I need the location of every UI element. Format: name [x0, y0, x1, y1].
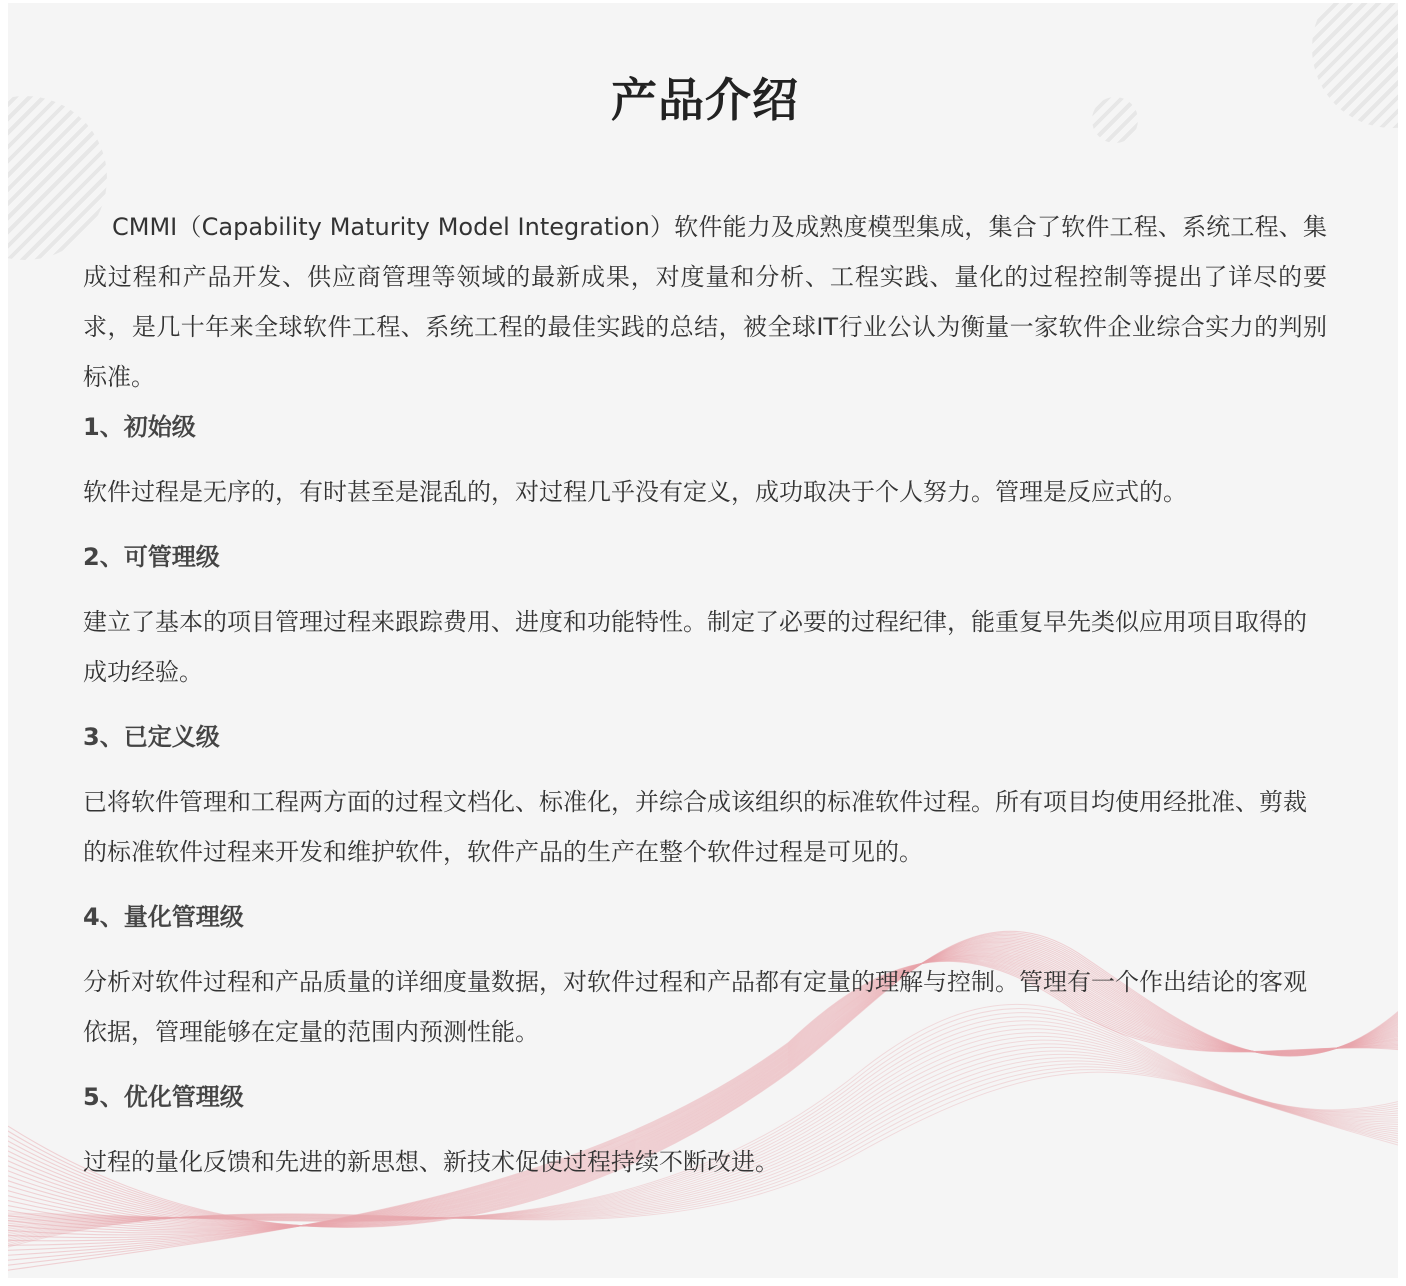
level-3-text: 已将软件管理和工程两方面的过程文档化、标准化，并综合成该组织的标准软件过程。所有项目均使用经批准、剪裁的标准软件过程来开发和维护软件，软件产品的生产在整个软件过程是可见的。: [83, 788, 1307, 866]
level-3-section: [83, 712, 1327, 877]
level-5-section: [83, 1072, 1327, 1187]
level-2-heading: 2、可管理级: [83, 543, 220, 571]
level-3-heading: 3、已定义级: [83, 723, 220, 751]
intro-paragraph: CMMI（Capability Maturity Model Integration）软件能力及成熟度模型集成，集合了软件工程、系统工程、集成过程和产品开发、供应商管理等领域的最新成果，对度量和分析、工程实践、量化的过程控制等提出了详尽的要求，是几十年来全球软件工程、系统工程的最佳实践的总结，被全球IT行业公认为衡量一家软件企业综合实力的判别标准。: [83, 213, 1327, 391]
content-area: [83, 70, 1327, 1202]
product-intro-panel: [8, 3, 1398, 1278]
level-2-section: [83, 532, 1327, 697]
level-4-heading: 4、量化管理级: [83, 903, 244, 931]
page-title: 产品介绍: [611, 73, 799, 127]
level-1-heading: 1、初始级: [83, 413, 196, 441]
level-1-text: 软件过程是无序的，有时甚至是混乱的，对过程几乎没有定义，成功取决于个人努力。管理是反应式的。: [83, 478, 1187, 506]
level-1-section: [83, 402, 1327, 517]
level-5-text: 过程的量化反馈和先进的新思想、新技术促使过程持续不断改进。: [83, 1148, 779, 1176]
level-4-text: 分析对软件过程和产品质量的详细度量数据，对软件过程和产品都有定量的理解与控制。管理有一个作出结论的客观依据，管理能够在定量的范围内预测性能。: [83, 968, 1307, 1046]
level-4-section: [83, 892, 1327, 1057]
level-5-heading: 5、优化管理级: [83, 1083, 244, 1111]
level-2-text: 建立了基本的项目管理过程来跟踪费用、进度和功能特性。制定了必要的过程纪律，能重复早先类似应用项目取得的成功经验。: [83, 608, 1307, 686]
